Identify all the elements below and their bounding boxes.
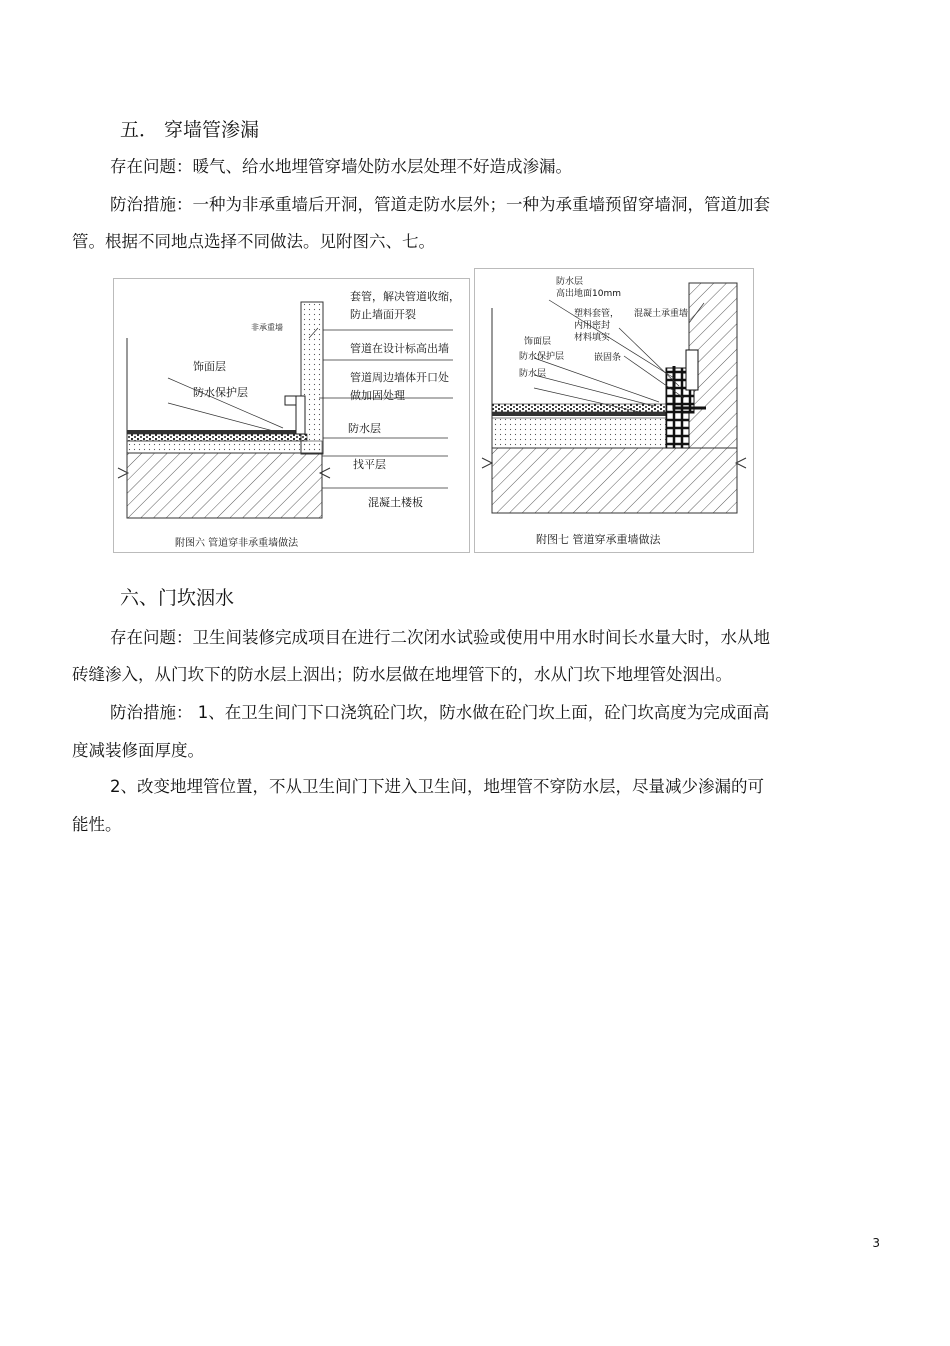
figure6-label-finish: 饰面层 — [193, 360, 226, 373]
figure6-label-waterproof: 防水层 — [348, 422, 381, 435]
section5-heading: 五． 穿墙管渗漏 — [120, 119, 260, 141]
figure6-label-protect: 防水保护层 — [193, 386, 248, 399]
figure6-diagram — [113, 278, 470, 553]
figure7-label-wp-l1: 防水层 — [556, 277, 584, 287]
figure7-label-sleeve-l1: 塑料套管， — [574, 309, 620, 319]
figure7-label-sleeve-l2: 内用密封 — [574, 321, 611, 331]
figure7-diagram — [474, 268, 754, 553]
figure7-label-backer: 嵌固条 — [594, 353, 622, 363]
figure7-caption: 附图七 管道穿承重墙做法 — [536, 533, 661, 546]
section5-problem: 存在问题：暖气、给水地埋管穿墙处防水层处理不好造成渗漏。 — [110, 157, 572, 176]
figure6-label-wall: 非承重墙 — [251, 323, 283, 332]
figure7-label-waterproof: 防水层 — [519, 369, 547, 379]
page-number: 3 — [872, 1236, 880, 1250]
section6-measure2-line2: 能性。 — [72, 815, 122, 834]
section6-measure2-line1: 2、改变地埋管位置，不从卫生间门下进入卫生间，地埋管不穿防水层，尽量减少渗漏的可 — [110, 777, 764, 796]
figure6-label-reinforce-l1: 管道周边墙体开口处 — [350, 371, 449, 384]
section6-problem-line2: 砖缝渗入，从门坎下的防水层上洇出；防水层做在地埋管下的，水从门坎下地埋管处洇出。 — [72, 665, 732, 684]
figure7-label-protect: 防水保护层 — [519, 352, 565, 362]
figure6-label-pipe-height: 管道在设计标高出墙 — [350, 342, 449, 355]
section5-measure-line1: 防治措施：一种为非承重墙后开洞，管道走防水层外；一种为承重墙预留穿墙洞，管道加套 — [110, 195, 770, 214]
figure6-label-reinforce-l2: 做加固处理 — [350, 389, 405, 402]
figure7-label-wp-l2: 高出地面10mm — [556, 289, 621, 299]
figure7-label-sleeve-l3: 材料填实 — [574, 333, 611, 343]
section6-measure1-line2: 度减装修面厚度。 — [72, 741, 204, 760]
figure6-label-slab: 混凝土楼板 — [368, 496, 423, 509]
figure6-label-sleeve-l2: 防止墙面开裂 — [350, 308, 416, 321]
section6-problem-line1: 存在问题：卫生间装修完成项目在进行二次闭水试验或使用中用水时间长水量大时，水从地 — [110, 628, 770, 647]
figure7-label-finish: 饰面层 — [524, 337, 552, 347]
section6-heading: 六、门坎洇水 — [120, 587, 235, 609]
figure6-caption: 附图六 管道穿非承重墙做法 — [175, 538, 299, 549]
section6-measure1-line1: 防治措施： 1、在卫生间门下口浇筑砼门坎，防水做在砼门坎上面，砼门坎高度为完成面高 — [110, 703, 770, 722]
figure6-label-sleeve-l1: 套管，解决管道收缩， — [350, 290, 460, 303]
figure6-label-screed: 找平层 — [353, 458, 386, 471]
section5-measure-line2: 管。根据不同地点选择不同做法。见附图六、七。 — [72, 232, 435, 251]
figure7-label-concrete-wall: 混凝土承重墙 — [634, 309, 689, 319]
